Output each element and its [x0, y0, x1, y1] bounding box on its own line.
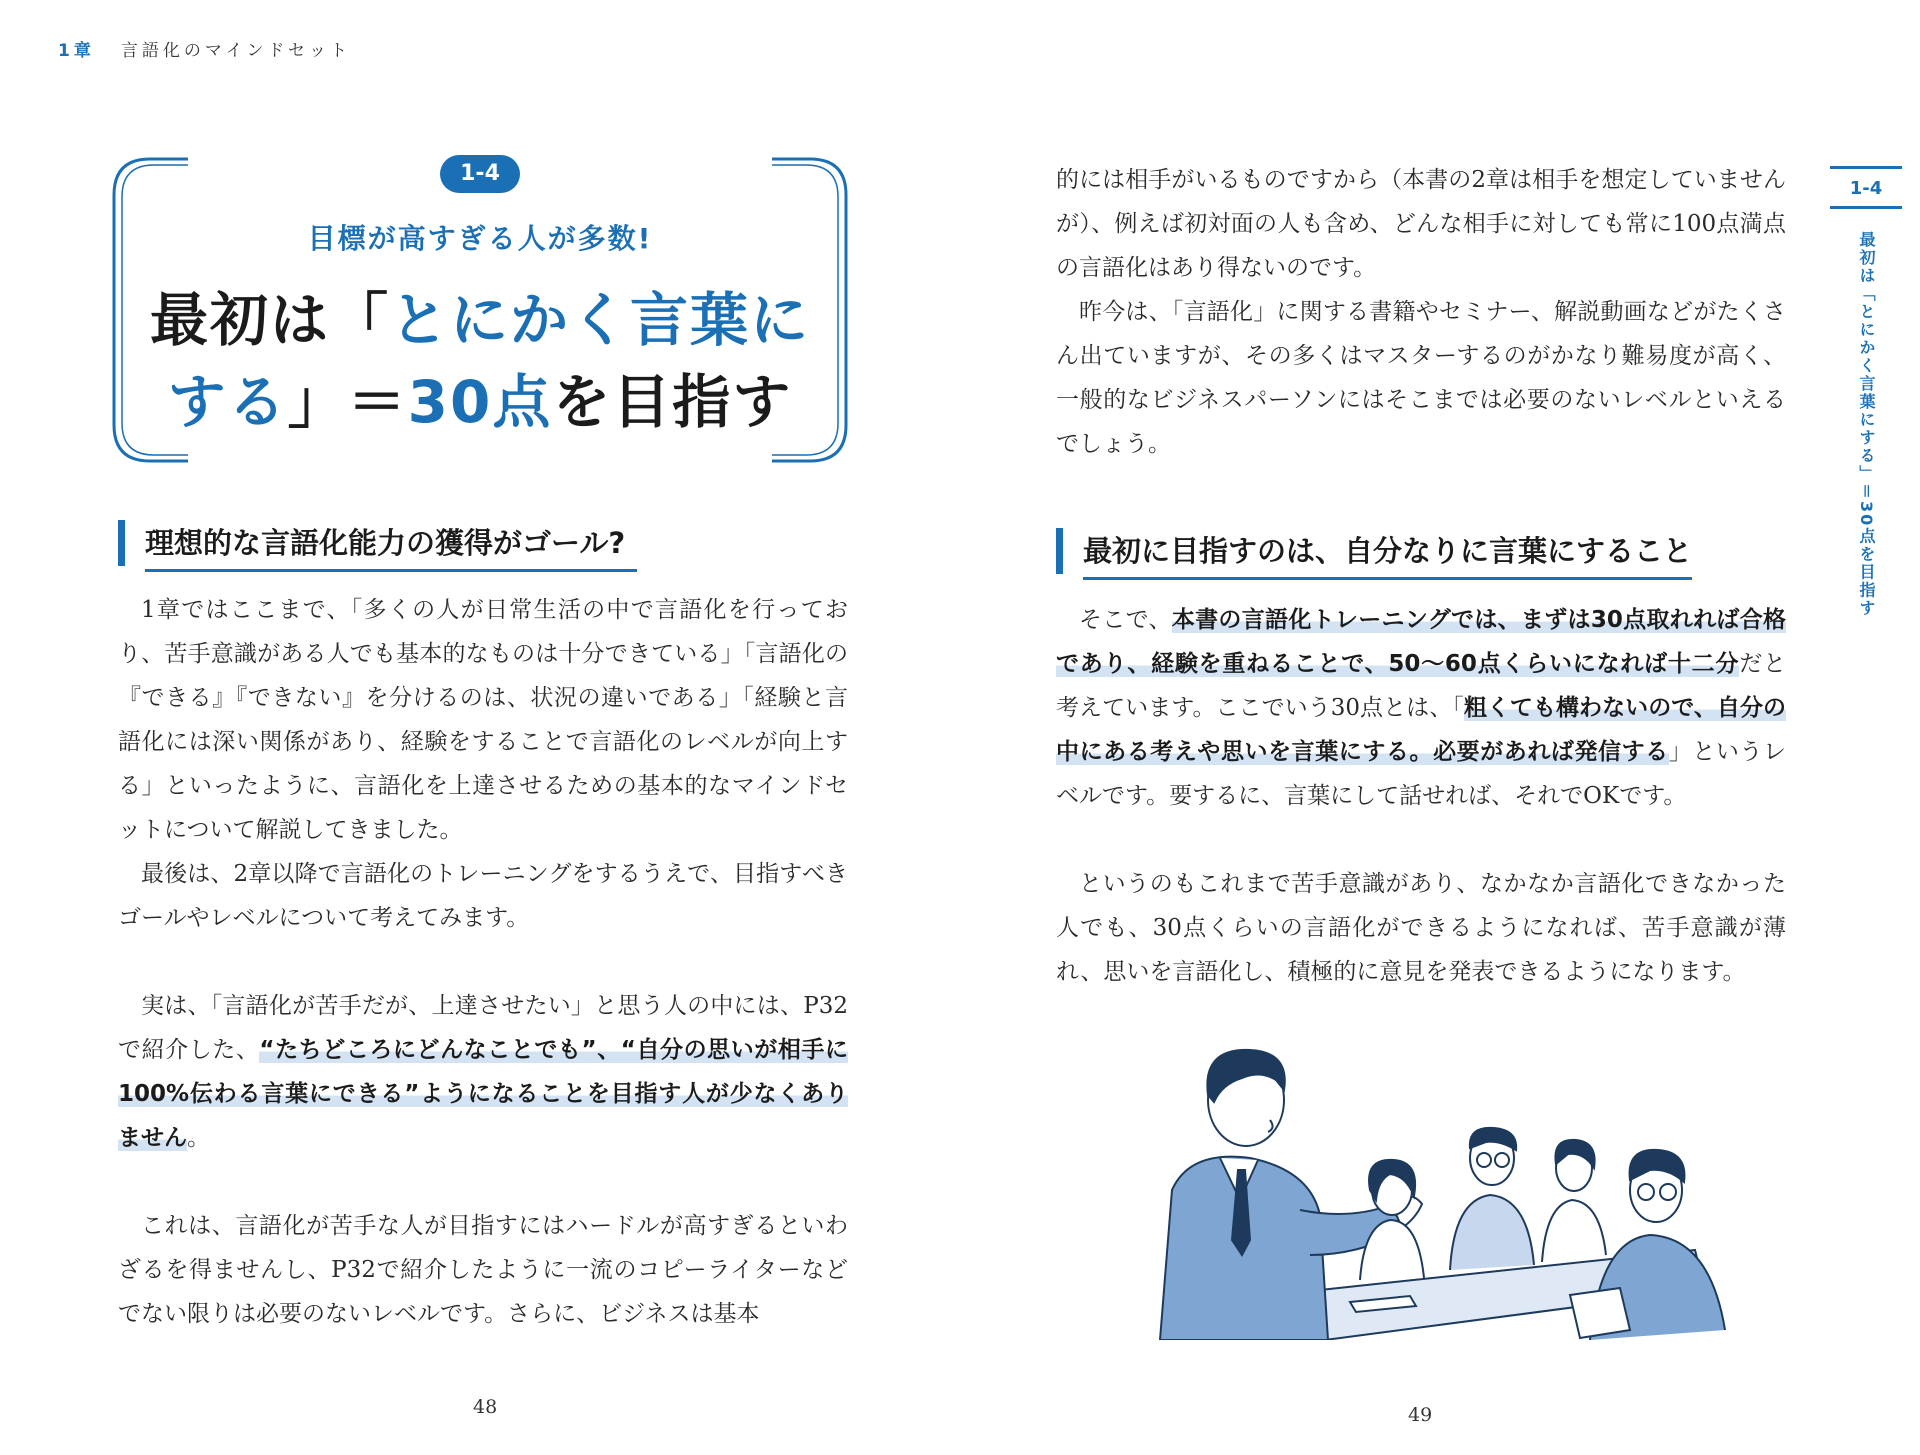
title-text: 最初は「 — [149, 286, 390, 354]
section-title-line2 — [110, 355, 850, 439]
text-run: 。 — [187, 1125, 210, 1151]
paragraph — [1056, 598, 1786, 818]
paragraph — [118, 984, 848, 1160]
paragraph: 昨今は、「言語化」に関する書籍やセミナー、解説動画などがたくさん出ていますが、その多くはマスターするのがかなり難易度が高く、一般的なビジネスパーソンにはそこまでは必要のないレベルといえるでしょう。 — [1056, 299, 1786, 457]
meeting-illustration — [1150, 1040, 1740, 1340]
page-number: 48 — [473, 1396, 498, 1418]
tab-section-number: 1-4 — [1849, 178, 1883, 199]
title-text-accent: とにかく言葉に — [390, 286, 811, 354]
chapter-number: 1章 — [58, 41, 95, 61]
heading-underline — [1083, 577, 1692, 580]
paragraph: これは、言語化が苦手な人が目指すにはハードルが高すぎるといわざるを得ませんし、P32で紹介したように一流のコピーライターなどでない限りは必要のないレベルです。さらに、ビジネスは基本 — [118, 1213, 848, 1327]
right-body-text-bottom — [1056, 598, 1786, 994]
tab-section-title: 最初は「とにかく言葉にする」＝30点を目指す — [1857, 231, 1876, 618]
paragraph: 1章ではここまで、「多くの人が日常生活の中で言語化を行っており、苦手意識がある人でも基本的なものは十分できている」「言語化の『できる』『できない』を分けるのは、状況の違いである」「経験と言語化には深い関係があり、経験をすることで言語化のレベルが向上する」といったように、言語化を上達させるための基本的なマインドセットについて解説してきました。 — [118, 597, 849, 843]
highlighted-text: “たちどころにどんなことでも”、“自分の思いが相手に100%伝わる言葉にできる”ようになることを目指す人が少なくありません — [118, 1037, 848, 1151]
running-header — [58, 36, 351, 61]
title-text-accent: 30点 — [407, 368, 553, 436]
section-subtitle: 目標が高すぎる人が多数! — [307, 222, 653, 255]
highlighted-text: 本書の言語化トレーニングでは、まずは30点取れれば合格であり、経験を重ねることで、50〜60点くらいになれば十二分 — [1056, 607, 1787, 677]
text-run: そこで、 — [1079, 607, 1172, 633]
text-run: 実は、「言語化が苦手だが、上達させたい」と思う人の中には、P32で紹介した、 — [118, 993, 848, 1063]
paragraph: というのもこれまで苦手意識があり、なかなか言語化できなかった人でも、30点くらいの言語化ができるようになれば、苦手意識が薄れ、思いを言語化し、積極的に意見を発表できるようになります。 — [1056, 871, 1786, 985]
left-section-heading — [118, 520, 625, 566]
heading-text: 理想的な言語化能力の獲得がゴール? — [145, 526, 626, 560]
title-text-accent: する — [167, 368, 288, 436]
heading-underline — [145, 569, 637, 572]
page-number: 49 — [1408, 1404, 1433, 1426]
title-text: 」＝ — [287, 368, 408, 436]
section-number-badge: 1-4 — [440, 155, 520, 193]
left-body-text — [118, 588, 848, 1336]
title-text: を目指す — [552, 368, 793, 436]
highlighted-text: 粗くても構わないので、自分の中にある考えや思いを言葉にする。必要があれば発信する — [1056, 695, 1786, 765]
right-section-heading — [1056, 528, 1692, 574]
chapter-title: 言語化のマインドセット — [120, 41, 351, 61]
right-body-text-top — [1056, 158, 1786, 466]
section-title-block — [110, 155, 850, 465]
heading-text: 最初に目指すのは、自分なりに言葉にすること — [1083, 534, 1693, 568]
text-run: だと考えています。ここでいう30点とは、「 — [1056, 651, 1786, 721]
tab-rule — [1830, 206, 1902, 209]
text-run: 」というレベルです。要するに、言葉にして話せれば、それでOKです。 — [1056, 739, 1787, 809]
paragraph: 最後は、2章以降で言語化のトレーニングをするうえで、目指すべきゴールやレベルについて考えてみます。 — [118, 861, 848, 931]
paragraph: 的には相手がいるものですから（本書の2章は相手を想定していませんが）、例えば初対面の人も含め、どんな相手に対しても常に100点満点の言語化はあり得ないのです。 — [1056, 167, 1786, 281]
section-title-line1 — [110, 273, 850, 357]
chapter-index-tab — [1830, 166, 1902, 617]
